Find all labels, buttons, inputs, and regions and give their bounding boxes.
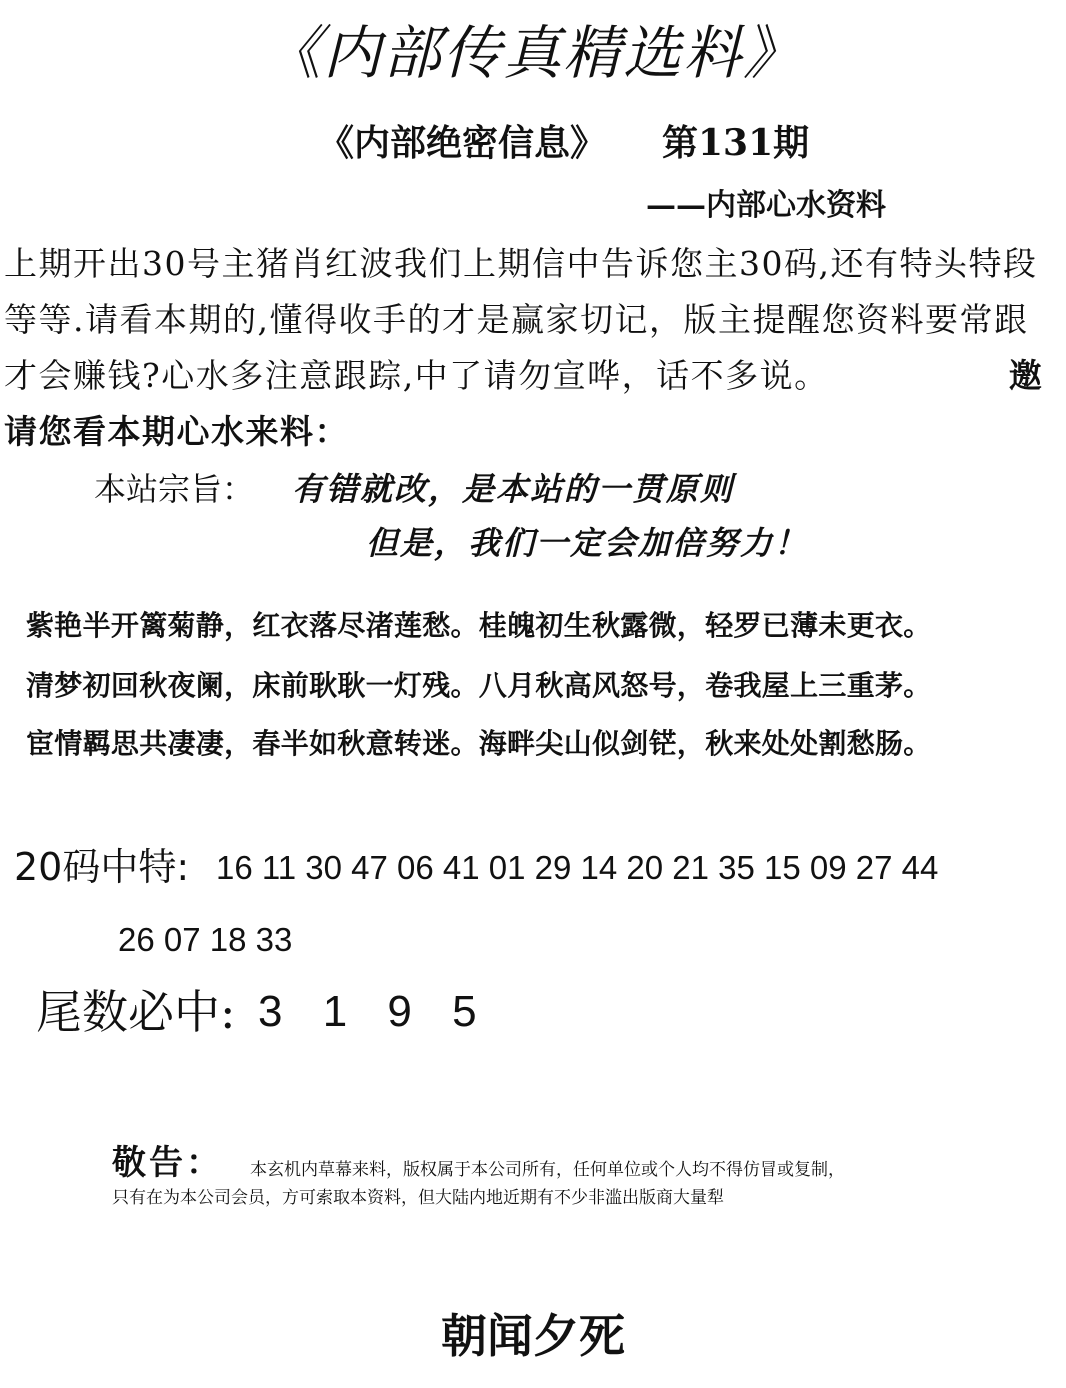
intro-lead: 邀请您看本期心水来料：: [4, 356, 1044, 451]
notice-line-2: 只有在为本公司会员，方可索取本资料，但大陆内地近期有不少非滥出版商大量犁: [112, 1188, 724, 1208]
poem-line-2: 清梦初回秋夜阑，床前耿耿一灯残。八月秋高风怒号，卷我屋上三重茅。: [26, 669, 932, 702]
special-picks-numbers-1: 16 11 30 47 06 41 01 29 14 20 21 35 15 09 27 44: [216, 849, 939, 886]
intro-paragraph: [4, 236, 1062, 460]
motto-label: 本站宗旨：: [94, 470, 255, 508]
motto-line-1: 有错就改，是本站的一贯原则: [292, 470, 735, 508]
issue-number: 第131期: [662, 122, 810, 164]
tail-digits-numbers: 3 1 9 5: [258, 987, 477, 1036]
special-picks-label: 20码中特:: [14, 845, 190, 889]
tail-digits-label: 尾数必中:: [36, 985, 236, 1039]
notice-line-1: 本玄机内草幕来料，版权属于本公司所有，任何单位或个人均不得仿冒或复制，: [250, 1160, 845, 1180]
special-picks-numbers-2: 26 07 18 33: [118, 921, 293, 958]
subtitle: 《内部绝密信息》: [318, 122, 607, 164]
notice-label: 敬告：: [112, 1143, 223, 1183]
footer-text: 朝闻夕死: [441, 1309, 625, 1363]
page-title: 《内部传真精选料》: [262, 19, 803, 87]
poem-line-1: 紫艳半开篱菊静，红衣落尽渚莲愁。桂魄初生秋露微，轻罗已薄未更衣。: [26, 609, 932, 642]
motto-line-2: 但是，我们一定会加倍努力！: [366, 524, 809, 562]
source-line: ——内部心水资料: [646, 188, 886, 223]
intro-text: 上期开出30号主猪肖红波我们上期信中告诉您主30码,还有特头特段等等.请看本期的,懂得收手的才是赢家切记，版主提醒您资料要常跟才会赚钱?心水多注意跟踪,中了请勿宣哗，话不多说。: [4, 244, 1038, 395]
poem-line-3: 宦情羁思共凄凄，春半如秋意转迷。海畔尖山似剑铓，秋来处处割愁肠。: [26, 727, 932, 760]
